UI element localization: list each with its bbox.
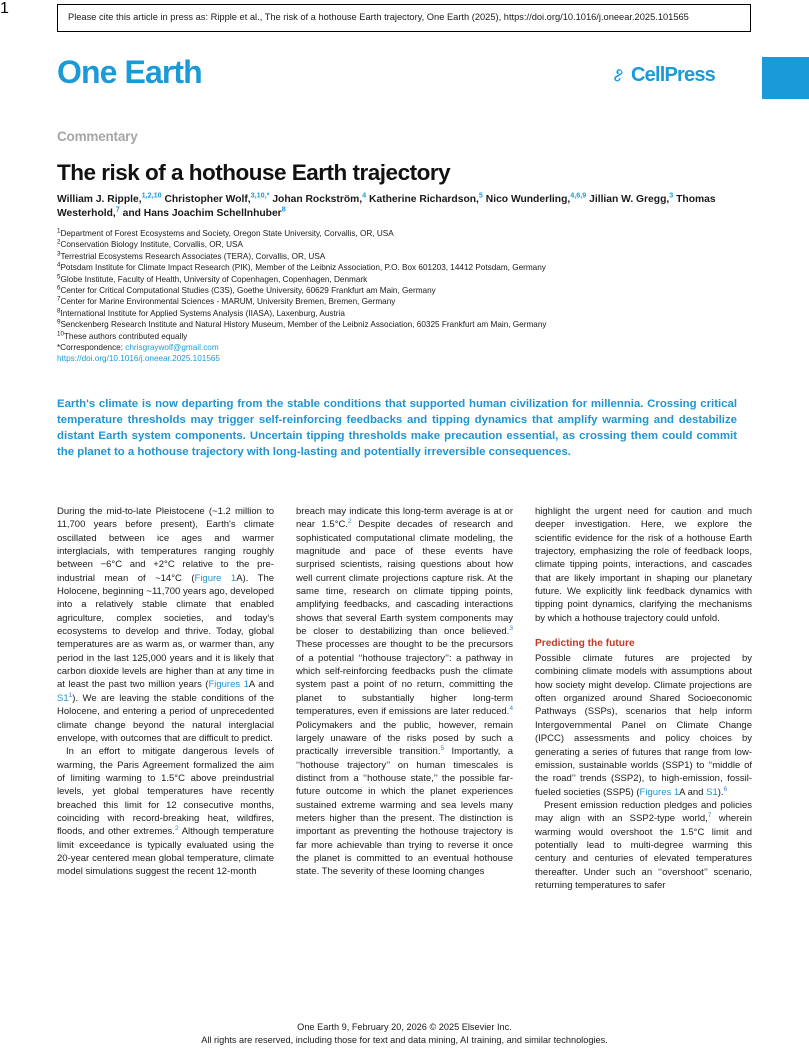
figure-xref-link[interactable]: Figure 1 <box>194 572 237 584</box>
affiliation-item: $^2$Conservation Biology Institute, Corvallis, OR, USA <box>57 238 243 250</box>
paragraph <box>535 799 752 892</box>
affiliation-marker: 2 <box>57 238 61 246</box>
affiliation-item: $^6$Center for Critical Computational Studies (C3S), Goethe University, 60629 Frankfurt am Main, Germany <box>57 284 436 296</box>
masthead-blue-block <box>762 57 809 99</box>
citation-ref[interactable]: 5 <box>440 745 445 753</box>
cellpress-mark-icon <box>610 67 627 84</box>
correspondence-line <box>57 342 757 353</box>
text-run: ). We are leaving the stable conditions of the Holocene, and entering a period of unprecedented climate change beyond the natural interglacial envelope, with outcomes that are difficult to predict. <box>57 692 274 744</box>
paragraph <box>535 652 752 799</box>
author-name: Christopher Wolf, <box>164 194 251 205</box>
section-heading-predicting-the-future: Predicting the future <box>535 638 635 650</box>
author-affiliation-marker: 3,10,* <box>250 190 270 200</box>
author-name: and Hans Joachim Schellnhuber <box>122 207 282 219</box>
author-affiliation-marker: 7 <box>115 204 120 214</box>
affiliation-list <box>57 228 757 365</box>
affiliation-marker: 1 <box>57 227 61 235</box>
figure-xref-link[interactable]: Figures 1 <box>208 679 249 691</box>
text-run: A). The Holocene, beginning ~11,700 years ago, developed into a relatively stable climate that enabled agriculture, complex societies, and today's ecosystems to develop and thrive. Today, global temperatures are as warm as, or warmer than, any period in the last 125,000 years and it is likely that carbon dioxide levels are higher than at any time in at least the past two million years ( <box>57 572 275 691</box>
affiliation-item: $^4$Potsdam Institute for Climate Impact Research (PIK), Member of the Leibniz Association, P.O. Box 601203, 14412 Potsdam, Germany <box>57 261 546 273</box>
page-footer <box>0 1021 809 1046</box>
text-run: These processes are thought to be the precursors of a potential ‘‘hothouse trajectory’’: a pathway in which self-reinforcing feedbacks push the climate system past a point of no return, committing the planet to substantially higher long-term temperatures, even if emissions are later reduced. <box>296 639 513 718</box>
affiliation-marker: 5 <box>57 272 61 280</box>
affiliation-marker: 6 <box>57 284 61 292</box>
text-run: During the mid-to-late Pleistocene (~1.2 million to 11,700 years before present), Earth's climate oscillated between ice ages and warmer interglacials, with temperatures ranging roughly between −6°C and +2°C relative to the pre-industrial mean of ~14°C ( <box>57 506 274 584</box>
author-affiliation-marker: 1,2,10 <box>141 190 162 200</box>
masthead <box>0 54 809 106</box>
text-run: Despite decades of research and sophisticated computational climate modeling, the magnitude and pace of these events have surprised scientists, raising questions about how well current climate projections capture risk. At the same time, research on climate tipping points, amplifying feedbacks, and cascading interactions shows that several Earth system components may be closer to destabilizing than once believed. <box>296 519 514 638</box>
paragraph <box>57 505 274 745</box>
footer-rights-line: All rights are reserved, including those for text and data mining, AI training, and similar technologies. <box>201 1034 608 1045</box>
author-affiliation-marker: 8 <box>281 204 286 214</box>
author-name: Johan Rockström, <box>272 194 363 205</box>
author-name: William J. Ripple, <box>57 194 142 205</box>
footer-journal-line: One Earth 9, February 20, 2026 © 2025 Elsevier Inc. <box>297 1022 512 1032</box>
page-number: 1 <box>0 0 9 17</box>
figure-xref-link[interactable]: S1 <box>706 786 718 798</box>
text-run: A and <box>679 786 707 798</box>
text-run: wherein warming would overshoot the 1.5°C limit and potentially lead to multi-degree warming this century and centuries of elevated temperatures thereafter. Under such an ‘‘overshoot’’ scenario, returning temperatures to safer <box>535 813 753 891</box>
text-run: Importantly, a ‘‘hothouse trajectory’’ on human timescales is distinct from a ‘‘hothouse state,’’ the possible far-future outcome in which the planet experiences sustained extreme warming and sea levels many meters higher than the present. The distinction is important as preventing the hothouse trajectory is far more achievable than trying to reverse it once the planet is committed to an eventual hothouse state. The severity of these looming changes <box>296 746 513 878</box>
doi-link[interactable]: https://doi.org/10.1016/j.oneear.2025.101565 <box>57 354 220 364</box>
text-run: ). <box>717 786 724 798</box>
body-column-1 <box>57 505 274 892</box>
citation-ref[interactable]: 2 <box>174 825 179 833</box>
body-columns <box>57 505 754 892</box>
author-name: Thomas Westerhold, <box>57 194 716 219</box>
author-list <box>57 190 757 220</box>
figure-xref-link[interactable]: Figures 1 <box>639 786 680 798</box>
citation-banner-text: Please cite this article in press as: Ripple et al., The risk of a hothouse Earth trajectory, One Earth (2025), https://doi.org/10.1016/j.oneear.2025.101565 <box>68 12 689 22</box>
page-title: The risk of a hothouse Earth trajectory <box>57 160 451 186</box>
body-column-3 <box>535 505 752 892</box>
affiliation-item: $^1$Department of Forest Ecosystems and Society, Oregon State University, Corvallis, OR, USA <box>57 227 394 238</box>
affiliation-marker: 8 <box>57 307 61 315</box>
affiliation-item: $^7$Center for Marine Environmental Sciences - MARUM, University Bremen, Bremen, Germany <box>57 295 396 307</box>
citation-ref[interactable]: 3 <box>509 624 513 632</box>
paragraph <box>57 745 274 878</box>
affiliation-marker: 4 <box>57 261 61 269</box>
affiliation-marker: 9 <box>57 318 61 326</box>
author-affiliation-marker: 4 <box>362 190 367 200</box>
affiliation-item: $^9$Senckenberg Research Institute and Natural History Museum, Member of the Leibniz Association, 60325 Frankfurt am Main, Germany <box>57 318 547 330</box>
affiliation-marker: 10 <box>57 329 64 337</box>
text-run: In an effort to mitigate dangerous levels of warming, the Paris Agreement formalized the aim of limiting warming to 1.5°C above preindustrial levels, yet global temperatures have recently breached this limit for 12 consecutive months, coinciding with record-breaking heat, wildfires, floods, and other extremes. <box>57 746 274 838</box>
text-run: highlight the urgent need for caution and much deeper investigation. Here, we explore the scientific evidence for the risk of a hothouse Earth trajectory, emphasizing the role of feedback loops, climate tipping points, interactions, and cascades that are likely important in shaping our planetary future. We explicitly link feedback dynamics with tipping point dynamics, clarifying the mechanisms by which a hothouse trajectory could unfold. <box>535 506 752 624</box>
citation-ref[interactable]: 6 <box>723 785 728 793</box>
text-run: breach may indicate this long-term average is at or near 1.5°C. <box>296 506 513 531</box>
cellpress-wordmark: CellPress <box>631 64 715 86</box>
citation-banner <box>57 4 751 32</box>
abstract-summary: Earth's climate is now departing from the stable conditions that supported human civilization for millennia. Crossing critical temperature thresholds may trigger self-reinforcing feedbacks and tipping dynamics that amplify warming and destabilize distant Earth system components. Uncertain tipping thresholds make precaution essential, as crossing them could commit the planet to a hothouse trajectory with long-lasting and potentially irreversible consequences. <box>57 398 737 459</box>
cellpress-logo <box>610 64 715 87</box>
affiliation-marker: 3 <box>57 250 61 258</box>
author-name: Nico Wunderling, <box>485 194 571 205</box>
correspondence-email-link[interactable]: chrisgraywolf@gmail.com <box>125 343 219 353</box>
affiliation-marker: 7 <box>57 295 61 303</box>
affiliation-item: $^8$International Institute for Applied Systems Analysis (IIASA), Laxenburg, Austria <box>57 307 345 318</box>
author-name: Katherine Richardson, <box>369 194 479 205</box>
article-type-kicker: Commentary <box>57 129 138 144</box>
author-affiliation-marker: 3 <box>669 190 674 200</box>
author-name: Jillian W. Gregg, <box>589 194 670 205</box>
text-run: Possible climate futures are projected by combining climate models with assumptions about how society might develop. Climate projections are often organized around Shared Socioeconomic Pathways (SSPs), scenarios that help inform Intergovernmental Panel on Climate Change (IPCC) assessments and policy choices by generating a series of futures that range from low-emission, sustainable worlds (SSP1) to ‘‘middle of the road’’ trends (SSP2), to high-emission, fossil-fueled societies (SSP5) ( <box>535 653 752 798</box>
text-run: Policymakers and the public, however, remain largely unaware of the risks posed by such a practically irreversible transition. <box>296 719 513 758</box>
citation-ref[interactable]: 1 <box>68 691 73 699</box>
paragraph <box>296 505 513 879</box>
text-run: A and <box>248 679 274 691</box>
affiliation-item: $^{10}$These authors contributed equally <box>57 329 188 341</box>
correspondence-label: *Correspondence: <box>57 343 126 353</box>
author-affiliation-marker: 4,6,9 <box>570 190 587 200</box>
text-run: Present emission reduction pledges and policies may align with an SSP2-type world, <box>535 799 752 825</box>
author-affiliation-marker: 5 <box>478 190 483 200</box>
citation-ref[interactable]: 4 <box>509 705 513 712</box>
paragraph <box>535 505 752 625</box>
body-column-2 <box>296 505 513 892</box>
affiliation-item: $^5$Globe Institute, Faculty of Health, University of Copenhagen, Copenhagen, Denmark <box>57 272 368 284</box>
citation-ref[interactable]: 7 <box>707 812 712 820</box>
citation-ref[interactable]: 2 <box>348 518 352 526</box>
affiliation-item: $^3$Terrestrial Ecosystems Research Associates (TERA), Corvallis, OR, USA <box>57 250 326 261</box>
journal-logo: One Earth <box>57 54 202 90</box>
figure-xref-link[interactable]: S1 <box>57 692 69 704</box>
text-run: Although temperature limit exceedance is typically evaluated using the 20-year centered mean global temperature, climate model simulations suggest the recent 12-month <box>57 826 274 878</box>
